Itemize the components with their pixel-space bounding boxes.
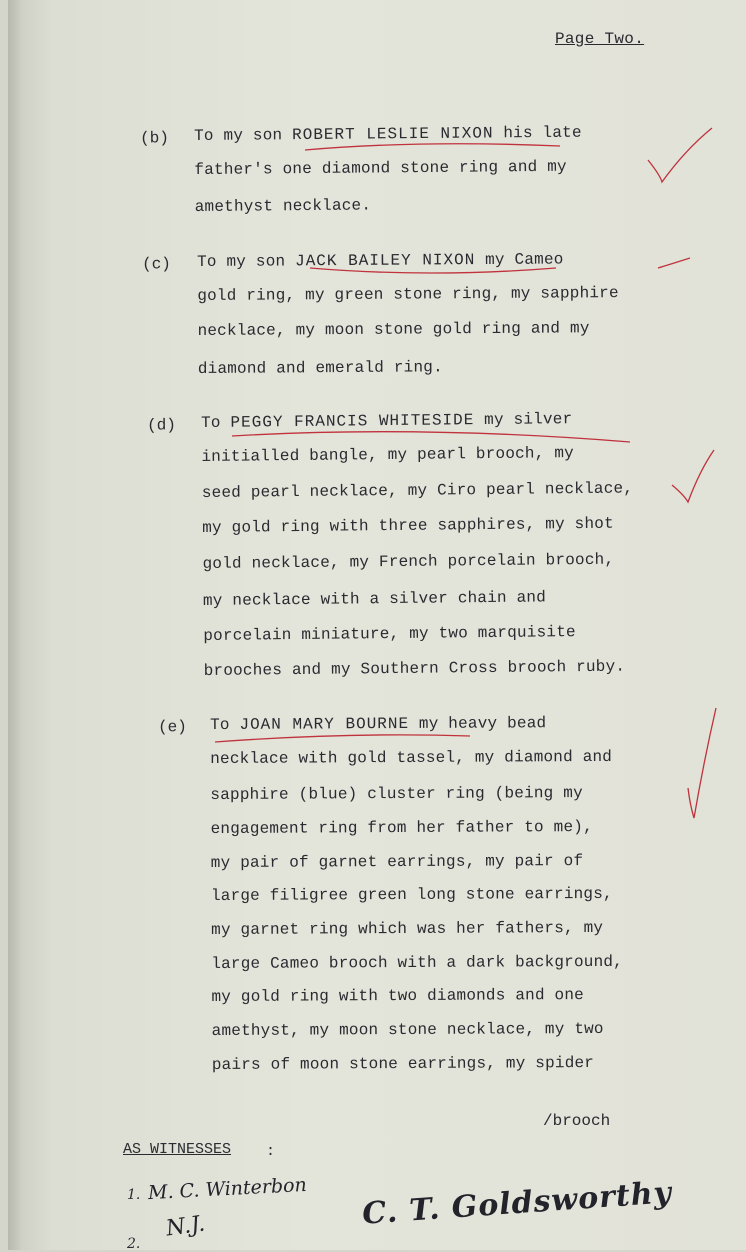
clause-mark: (b) xyxy=(140,129,169,148)
clause-text: my garnet ring which was her fathers, my xyxy=(211,918,604,939)
clause-line xyxy=(203,588,546,610)
beneficiary-name: JOAN MARY BOURNE xyxy=(239,714,410,734)
clause-text: sapphire (blue) cluster ring (being my xyxy=(210,784,583,804)
clause-text: engagement ring from her father to me), xyxy=(210,817,593,838)
clause-text: his late xyxy=(493,123,582,143)
witness-2-signature: N.J. xyxy=(164,1211,207,1242)
clause-line xyxy=(197,319,589,340)
clause-text: necklace, my moon stone gold ring and my xyxy=(197,319,590,340)
clause-text: large Cameo brooch with a dark background, xyxy=(211,952,624,973)
clause-text: gold necklace, my French porcelain brooch, xyxy=(202,550,615,573)
clause-text: necklace with gold tassel, my diamond and xyxy=(210,747,613,768)
clause-text: pairs of moon stone earrings, my spider xyxy=(211,1053,595,1074)
clause-line xyxy=(210,784,583,804)
clause-line xyxy=(210,748,612,768)
clause-text: my gold ring with three sapphires, my shot xyxy=(202,514,614,537)
clause-text: porcelain miniature, my two marquisite xyxy=(203,623,576,645)
clause-line xyxy=(212,1054,594,1074)
witnesses-colon: : xyxy=(266,1143,276,1160)
clause-text: brooches and my Southern Cross brooch ruby. xyxy=(203,657,626,680)
clause-text: gold ring, my green stone ring, my sapphire xyxy=(197,284,619,305)
clause-line xyxy=(194,124,582,145)
clause-line xyxy=(197,250,564,271)
clause-text: my necklace with a silver chain and xyxy=(202,588,547,610)
clause-line xyxy=(211,953,623,973)
clause-text: father's one diamond stone ring and my xyxy=(194,157,567,179)
witness-2-number: 2. xyxy=(127,1236,141,1252)
clause-line xyxy=(212,1020,604,1040)
page-label: Page Two. xyxy=(555,30,645,48)
clause-text: my heavy bead xyxy=(409,714,547,733)
clause-text: To xyxy=(210,715,240,734)
clause-text: amethyst necklace. xyxy=(194,196,372,216)
clause-line xyxy=(211,852,584,872)
witness-1-number: 1. xyxy=(127,1187,141,1203)
clause-line xyxy=(211,818,593,838)
clause-line xyxy=(210,714,546,734)
clause-line xyxy=(211,919,603,939)
clause-line xyxy=(197,284,619,305)
beneficiary-name: JACK BAILEY NIXON xyxy=(295,251,476,271)
clause-line xyxy=(211,885,613,905)
clause-text: diamond and emerald ring. xyxy=(197,358,443,378)
clause-text: my Cameo xyxy=(475,250,564,270)
clause-line xyxy=(194,158,567,179)
clause-mark: (e) xyxy=(158,718,187,737)
page-edge-shadow xyxy=(8,0,22,1250)
clause-text: amethyst, my moon stone necklace, my two xyxy=(211,1019,604,1040)
clause-line xyxy=(198,358,443,378)
clause-text: To my son xyxy=(197,252,296,271)
beneficiary-name: PEGGY FRANCIS WHITESIDE xyxy=(230,411,475,432)
witness-1-signature: M. C. Winterbon xyxy=(147,1173,308,1205)
clause-text: To my son xyxy=(194,126,293,145)
clause-text: seed pearl necklace, my Ciro pearl necklace, xyxy=(201,479,634,502)
clause-text: To xyxy=(201,413,231,432)
witnesses-heading: AS WITNESSES xyxy=(123,1141,232,1158)
clause-mark: (d) xyxy=(147,416,177,435)
clause-line xyxy=(211,986,584,1006)
clause-mark: (c) xyxy=(142,255,171,274)
clause-line xyxy=(195,196,372,216)
continuation-note: /brooch xyxy=(543,1112,611,1130)
clause-text: my gold ring with two diamonds and one xyxy=(211,986,584,1006)
beneficiary-name: ROBERT LESLIE NIXON xyxy=(292,124,494,145)
clause-text: large filigree green long stone earrings, xyxy=(210,884,613,905)
testator-signature: C. T. Goldsworthy xyxy=(361,1175,674,1232)
clause-text: my silver xyxy=(474,410,573,430)
clause-text: my pair of garnet earrings, my pair of xyxy=(210,852,584,872)
clause-text: initialled bangle, my pearl brooch, my xyxy=(201,444,574,466)
